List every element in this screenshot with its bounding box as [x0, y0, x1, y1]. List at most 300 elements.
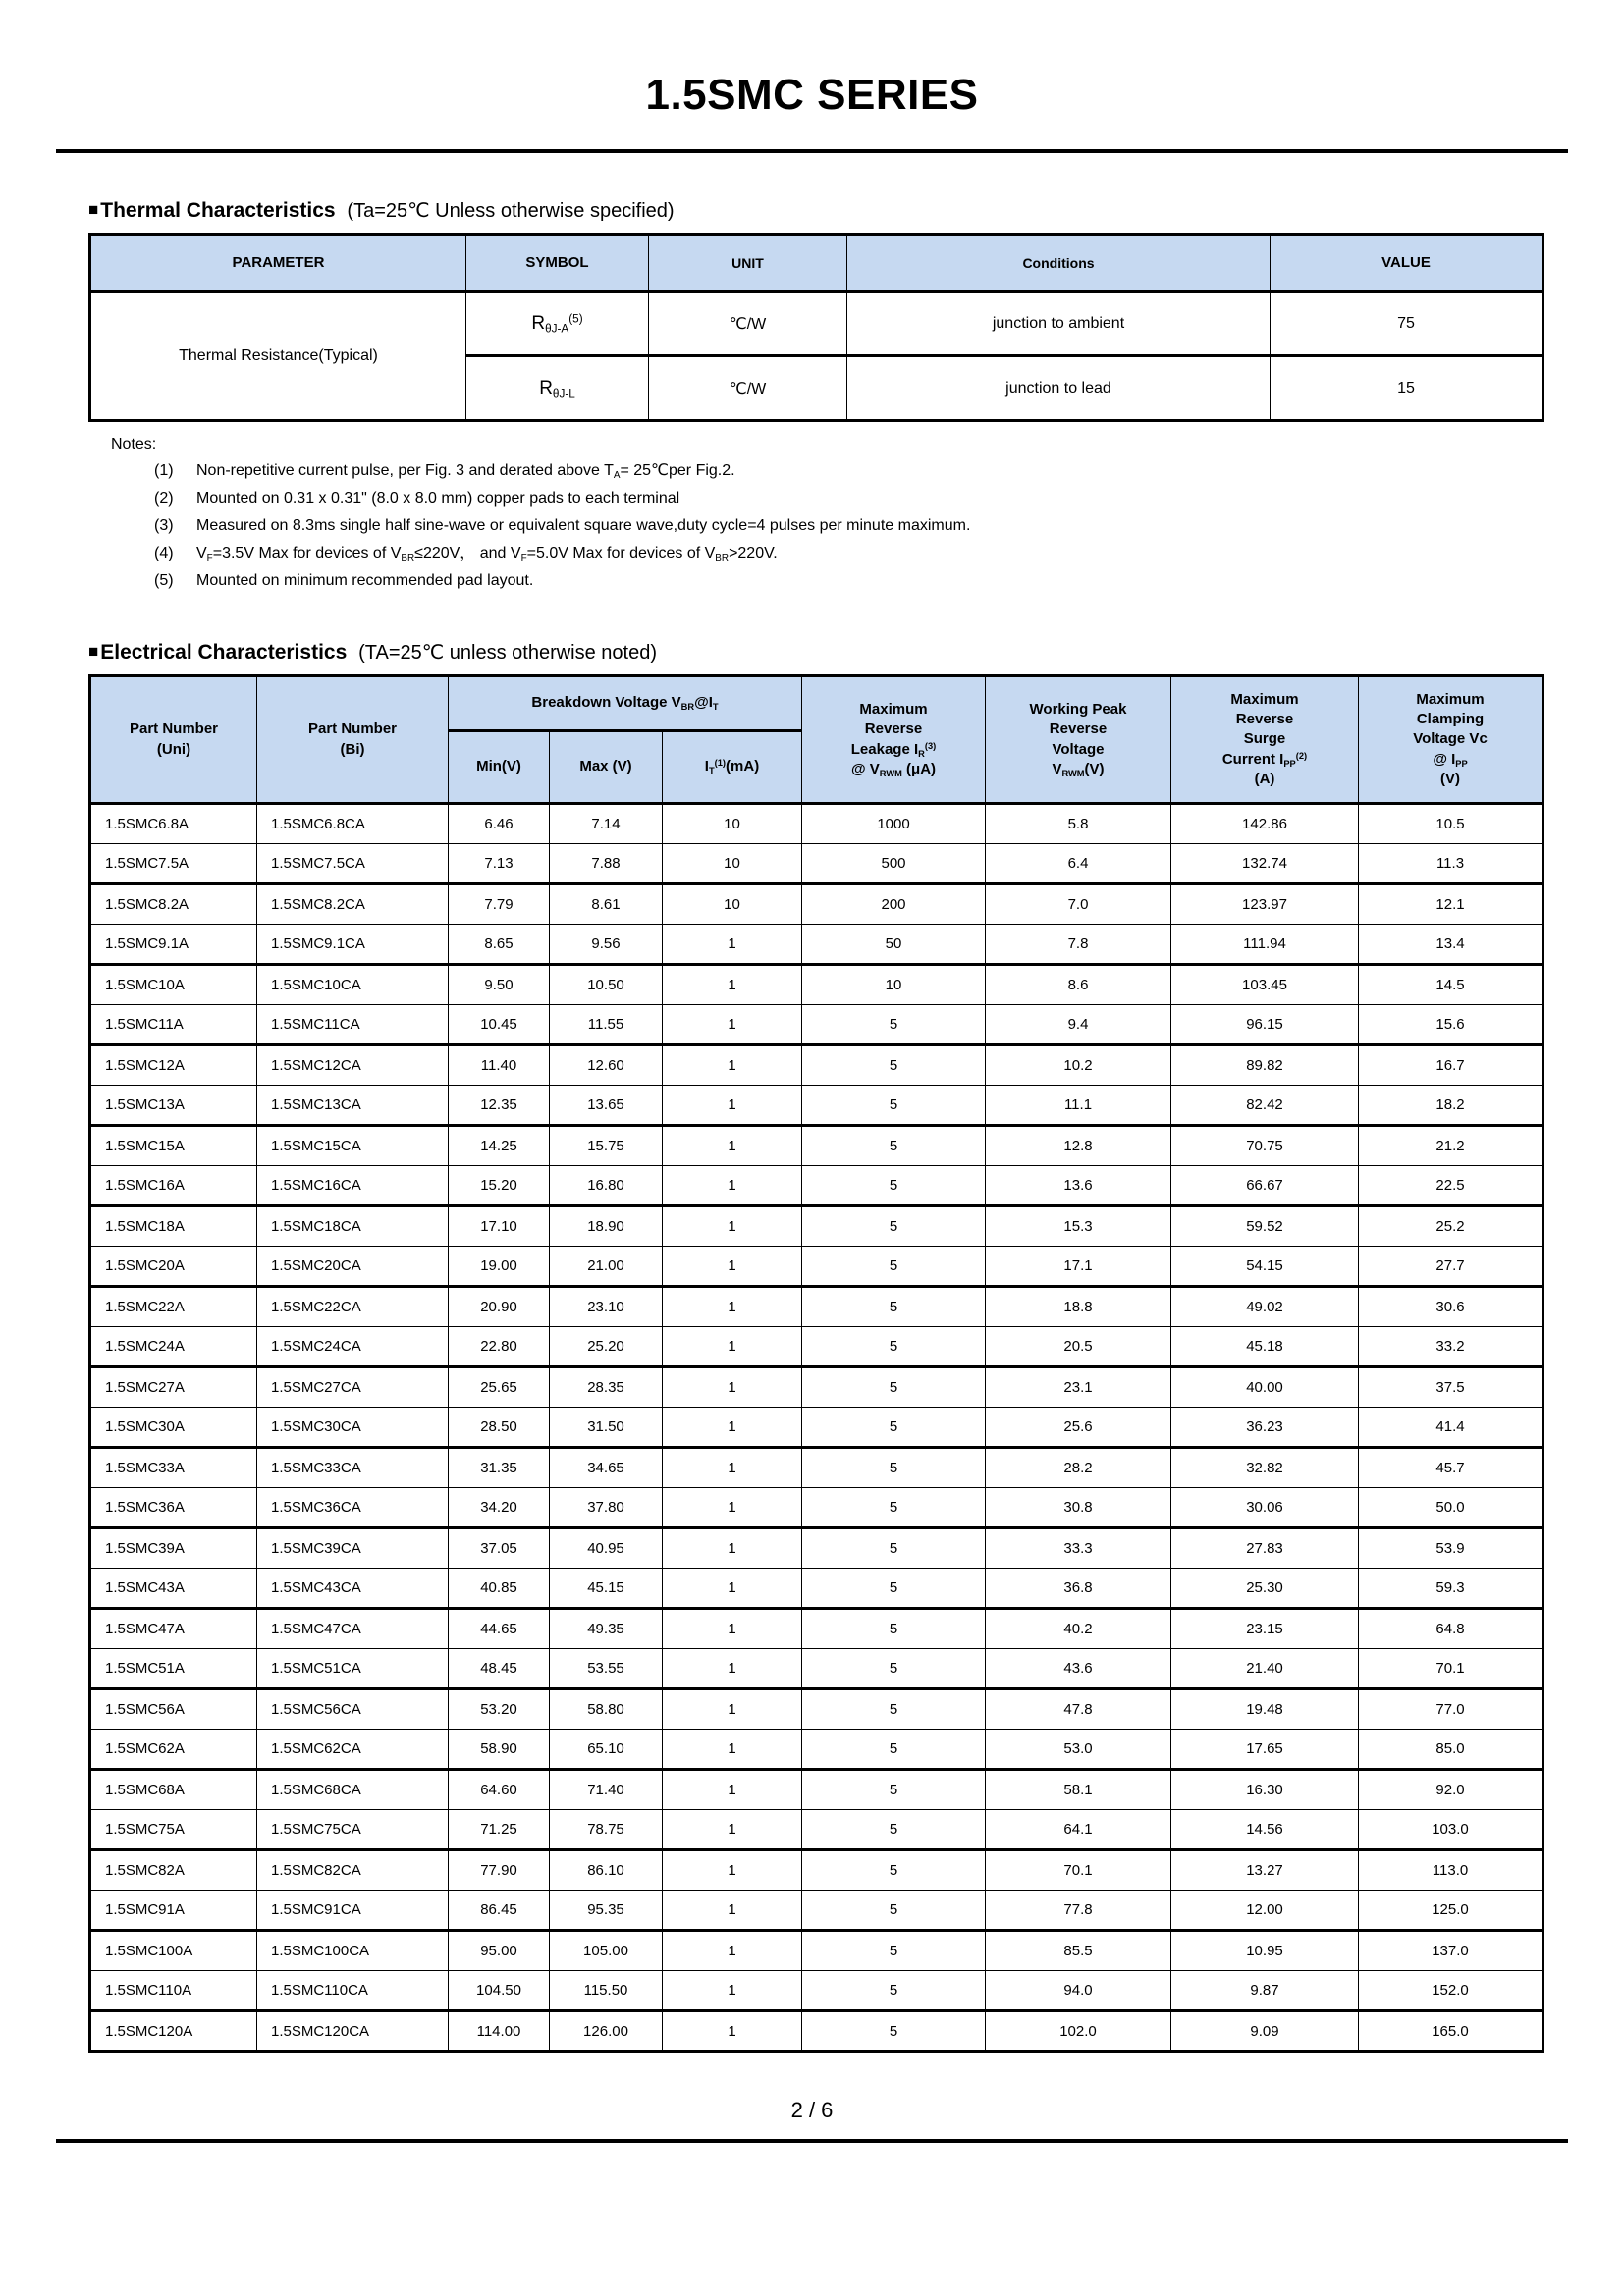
- cell-uni: 1.5SMC91A: [90, 1891, 257, 1931]
- cell-bi: 1.5SMC33CA: [257, 1448, 449, 1488]
- cell-vrwm: 17.1: [986, 1247, 1171, 1287]
- cell-ipp: 82.42: [1171, 1086, 1359, 1126]
- cell-vrwm: 11.1: [986, 1086, 1171, 1126]
- cell-ir: 5: [802, 2011, 986, 2052]
- cell-max: 86.10: [550, 1850, 663, 1891]
- cell-vrwm: 7.8: [986, 925, 1171, 965]
- cell-ir: 5: [802, 1649, 986, 1689]
- cell-bi: 1.5SMC22CA: [257, 1287, 449, 1327]
- cell-ir: 5: [802, 1609, 986, 1649]
- cell-vc: 45.7: [1359, 1448, 1543, 1488]
- cell-bi: 1.5SMC120CA: [257, 2011, 449, 2052]
- thermal-col-parameter: PARAMETER: [90, 235, 466, 292]
- table-row: [90, 844, 1543, 884]
- cell-ipp: 13.27: [1171, 1850, 1359, 1891]
- cell-max: 28.35: [550, 1367, 663, 1408]
- cell-ipp: 132.74: [1171, 844, 1359, 884]
- col-header-surge-current: Maximum Reverse Surge Current $I_{PP}^{(2)}$ (A): [1171, 676, 1359, 804]
- cell-uni: 1.5SMC43A: [90, 1569, 257, 1609]
- cell-bi: 1.5SMC56CA: [257, 1689, 449, 1730]
- cell-it: 10: [663, 884, 802, 925]
- cell-bi: 1.5SMC36CA: [257, 1488, 449, 1528]
- cell-max: 58.80: [550, 1689, 663, 1730]
- cell-it: 1: [663, 1367, 802, 1408]
- cell-min: 31.35: [449, 1448, 550, 1488]
- cell-vc: 22.5: [1359, 1166, 1543, 1206]
- cell-min: 25.65: [449, 1367, 550, 1408]
- note-item: [111, 567, 1624, 595]
- cell-it: 1: [663, 1327, 802, 1367]
- cell-max: 8.61: [550, 884, 663, 925]
- cell-it: 1: [663, 1086, 802, 1126]
- cell-it: 1: [663, 1730, 802, 1770]
- cell-max: 78.75: [550, 1810, 663, 1850]
- cell-min: 7.79: [449, 884, 550, 925]
- cell-max: 126.00: [550, 2011, 663, 2052]
- cell-max: 105.00: [550, 1931, 663, 1971]
- cell-ipp: 27.83: [1171, 1528, 1359, 1569]
- cell-vc: 21.2: [1359, 1126, 1543, 1166]
- cell-ipp: 9.87: [1171, 1971, 1359, 2011]
- cell-it: 1: [663, 1850, 802, 1891]
- cell-max: 34.65: [550, 1448, 663, 1488]
- cell-vrwm: 40.2: [986, 1609, 1171, 1649]
- cell-uni: 1.5SMC8.2A: [90, 884, 257, 925]
- electrical-table-body: [90, 804, 1543, 2052]
- cell-bi: 1.5SMC91CA: [257, 1891, 449, 1931]
- thermal-table: [88, 233, 1544, 422]
- cell-vrwm: 30.8: [986, 1488, 1171, 1528]
- cell-ipp: 89.82: [1171, 1045, 1359, 1086]
- cell-it: 1: [663, 1488, 802, 1528]
- table-row: [90, 1448, 1543, 1488]
- cell-max: 7.88: [550, 844, 663, 884]
- cell-min: 64.60: [449, 1770, 550, 1810]
- cell-min: 53.20: [449, 1689, 550, 1730]
- cell-vrwm: 77.8: [986, 1891, 1171, 1931]
- cell-uni: 1.5SMC36A: [90, 1488, 257, 1528]
- note-label: (2): [154, 490, 174, 507]
- cell-vc: 92.0: [1359, 1770, 1543, 1810]
- cell-bi: 1.5SMC11CA: [257, 1005, 449, 1045]
- table-row: [90, 1770, 1543, 1810]
- cell-it: 1: [663, 1448, 802, 1488]
- cell-uni: 1.5SMC120A: [90, 2011, 257, 2052]
- cell-ipp: 66.67: [1171, 1166, 1359, 1206]
- cell-uni: 1.5SMC10A: [90, 965, 257, 1005]
- cell-vc: 41.4: [1359, 1408, 1543, 1448]
- cell-it: 1: [663, 1810, 802, 1850]
- cell-uni: 1.5SMC100A: [90, 1931, 257, 1971]
- cell-it: 1: [663, 1045, 802, 1086]
- cell-bi: 1.5SMC110CA: [257, 1971, 449, 2011]
- table-row: [90, 1327, 1543, 1367]
- table-row: [90, 1689, 1543, 1730]
- cell-min: 20.90: [449, 1287, 550, 1327]
- cell-vrwm: 70.1: [986, 1850, 1171, 1891]
- table-row: [90, 804, 1543, 844]
- cell-max: 9.56: [550, 925, 663, 965]
- note-text: Non-repetitive current pulse, per Fig. 3 and derated above $T_A=$ 25℃per Fig.2.: [196, 462, 735, 481]
- note-item: [111, 457, 1624, 485]
- cell-vc: 14.5: [1359, 965, 1543, 1005]
- cell-bi: 1.5SMC9.1CA: [257, 925, 449, 965]
- cell-vc: 103.0: [1359, 1810, 1543, 1850]
- cell-bi: 1.5SMC100CA: [257, 1931, 449, 1971]
- cell-it: 1: [663, 1931, 802, 1971]
- col-header-min: Min(V): [449, 731, 550, 804]
- table-row: [90, 1891, 1543, 1931]
- cell-max: 71.40: [550, 1770, 663, 1810]
- cell-uni: 1.5SMC15A: [90, 1126, 257, 1166]
- cell-min: 15.20: [449, 1166, 550, 1206]
- thermal-col-unit: UNIT: [649, 235, 847, 292]
- table-row: [90, 1488, 1543, 1528]
- cell-vc: 25.2: [1359, 1206, 1543, 1247]
- cell-ir: 5: [802, 1367, 986, 1408]
- cell-uni: 1.5SMC24A: [90, 1327, 257, 1367]
- col-header-reverse-leakage: Maximum Reverse Leakage $I_R^{(3)}$ @ $V_{RWM}$ (μA): [802, 676, 986, 804]
- note-label: (4): [154, 545, 174, 561]
- cell-max: 37.80: [550, 1488, 663, 1528]
- cell-uni: 1.5SMC30A: [90, 1408, 257, 1448]
- notes-title: Notes:: [111, 436, 157, 453]
- cell-max: 95.35: [550, 1891, 663, 1931]
- table-row: [90, 1408, 1543, 1448]
- cell-ipp: 49.02: [1171, 1287, 1359, 1327]
- cell-ipp: 30.06: [1171, 1488, 1359, 1528]
- cell-ipp: 70.75: [1171, 1126, 1359, 1166]
- cell-min: 28.50: [449, 1408, 550, 1448]
- title-divider: [56, 149, 1568, 153]
- cell-uni: 1.5SMC51A: [90, 1649, 257, 1689]
- cell-max: 40.95: [550, 1528, 663, 1569]
- cell-min: 37.05: [449, 1528, 550, 1569]
- cell-ipp: 59.52: [1171, 1206, 1359, 1247]
- table-row: [90, 1649, 1543, 1689]
- cell-bi: 1.5SMC7.5CA: [257, 844, 449, 884]
- cell-ipp: 25.30: [1171, 1569, 1359, 1609]
- cell-vc: 77.0: [1359, 1689, 1543, 1730]
- cell-value: 15: [1271, 356, 1543, 421]
- cell-vc: 18.2: [1359, 1086, 1543, 1126]
- electrical-table-header: [90, 676, 1543, 804]
- cell-it: 1: [663, 1247, 802, 1287]
- cell-vrwm: 64.1: [986, 1810, 1171, 1850]
- table-row: [90, 292, 1543, 356]
- cell-max: 18.90: [550, 1206, 663, 1247]
- cell-ipp: 142.86: [1171, 804, 1359, 844]
- cell-max: 16.80: [550, 1166, 663, 1206]
- cell-ipp: 32.82: [1171, 1448, 1359, 1488]
- cell-vc: 27.7: [1359, 1247, 1543, 1287]
- cell-ipp: 45.18: [1171, 1327, 1359, 1367]
- cell-bi: 1.5SMC27CA: [257, 1367, 449, 1408]
- cell-uni: 1.5SMC82A: [90, 1850, 257, 1891]
- table-row: [90, 884, 1543, 925]
- cell-vc: 37.5: [1359, 1367, 1543, 1408]
- footer-divider: [56, 2139, 1568, 2143]
- col-header-part-number-bi: Part Number (Bi): [257, 676, 449, 804]
- cell-min: 12.35: [449, 1086, 550, 1126]
- cell-vc: 12.1: [1359, 884, 1543, 925]
- cell-ir: 5: [802, 1770, 986, 1810]
- cell-ir: 5: [802, 1891, 986, 1931]
- cell-ipp: 96.15: [1171, 1005, 1359, 1045]
- cell-min: 34.20: [449, 1488, 550, 1528]
- cell-ir: 5: [802, 1408, 986, 1448]
- cell-vc: 11.3: [1359, 844, 1543, 884]
- cell-it: 1: [663, 1891, 802, 1931]
- cell-it: 1: [663, 1609, 802, 1649]
- cell-vc: 70.1: [1359, 1649, 1543, 1689]
- cell-min: 6.46: [449, 804, 550, 844]
- cell-ir: 5: [802, 1247, 986, 1287]
- cell-ir: 5: [802, 1971, 986, 2011]
- cell-ipp: 123.97: [1171, 884, 1359, 925]
- table-row: [90, 1247, 1543, 1287]
- cell-it: 1: [663, 1206, 802, 1247]
- cell-uni: 1.5SMC62A: [90, 1730, 257, 1770]
- cell-it: 10: [663, 844, 802, 884]
- cell-uni: 1.5SMC11A: [90, 1005, 257, 1045]
- header-row-1: [90, 676, 1543, 731]
- cell-it: 1: [663, 1528, 802, 1569]
- cell-min: 8.65: [449, 925, 550, 965]
- thermal-col-conditions: Conditions: [847, 235, 1271, 292]
- cell-max: 23.10: [550, 1287, 663, 1327]
- page-title: 1.5SMC SERIES: [645, 71, 979, 119]
- note-item: [111, 485, 1624, 512]
- cell-bi: 1.5SMC47CA: [257, 1609, 449, 1649]
- cell-parameter: Thermal Resistance(Typical): [90, 292, 466, 421]
- cell-bi: 1.5SMC18CA: [257, 1206, 449, 1247]
- table-row: [90, 1045, 1543, 1086]
- cell-vrwm: 20.5: [986, 1327, 1171, 1367]
- cell-vc: 152.0: [1359, 1971, 1543, 2011]
- cell-max: 65.10: [550, 1730, 663, 1770]
- cell-it: 1: [663, 1166, 802, 1206]
- cell-vc: 16.7: [1359, 1045, 1543, 1086]
- cell-max: 15.75: [550, 1126, 663, 1166]
- cell-uni: 1.5SMC20A: [90, 1247, 257, 1287]
- col-header-clamping-voltage: Maximum Clamping Voltage Vc @ $I_{PP}$ (V): [1359, 676, 1543, 804]
- cell-bi: 1.5SMC75CA: [257, 1810, 449, 1850]
- cell-ir: 5: [802, 1850, 986, 1891]
- square-bullet-icon: ■: [88, 642, 99, 661]
- cell-max: 10.50: [550, 965, 663, 1005]
- cell-unit: ℃/W: [649, 292, 847, 356]
- electrical-section-heading: [88, 640, 1624, 665]
- table-row: [90, 1005, 1543, 1045]
- cell-it: 1: [663, 925, 802, 965]
- cell-ir: 5: [802, 1126, 986, 1166]
- col-header-part-number-uni: Part Number (Uni): [90, 676, 257, 804]
- thermal-header-row: [90, 235, 1543, 292]
- thermal-col-value: VALUE: [1271, 235, 1543, 292]
- note-item: [111, 540, 1624, 567]
- col-header-working-peak-voltage: Working Peak Reverse Voltage $V_{RWM}(V)$: [986, 676, 1171, 804]
- cell-ir: 5: [802, 1327, 986, 1367]
- cell-min: 48.45: [449, 1649, 550, 1689]
- cell-max: 53.55: [550, 1649, 663, 1689]
- cell-ir: 5: [802, 1448, 986, 1488]
- note-text: Measured on 8.3ms single half sine-wave or equivalent square wave,duty cycle=4 pulses per minute maximum.: [196, 517, 971, 534]
- cell-ipp: 16.30: [1171, 1770, 1359, 1810]
- cell-ir: 5: [802, 1730, 986, 1770]
- cell-vrwm: 58.1: [986, 1770, 1171, 1810]
- cell-vrwm: 28.2: [986, 1448, 1171, 1488]
- cell-bi: 1.5SMC16CA: [257, 1166, 449, 1206]
- cell-vrwm: 10.2: [986, 1045, 1171, 1086]
- cell-vrwm: 43.6: [986, 1649, 1171, 1689]
- cell-min: 9.50: [449, 965, 550, 1005]
- cell-conditions: junction to ambient: [847, 292, 1271, 356]
- cell-uni: 1.5SMC110A: [90, 1971, 257, 2011]
- cell-max: 45.15: [550, 1569, 663, 1609]
- cell-it: 1: [663, 1649, 802, 1689]
- cell-bi: 1.5SMC82CA: [257, 1850, 449, 1891]
- cell-vc: 85.0: [1359, 1730, 1543, 1770]
- electrical-section-condition: (TA=25℃ unless otherwise noted): [358, 642, 658, 664]
- cell-uni: 1.5SMC18A: [90, 1206, 257, 1247]
- cell-uni: 1.5SMC13A: [90, 1086, 257, 1126]
- cell-ir: 5: [802, 1045, 986, 1086]
- cell-it: 1: [663, 965, 802, 1005]
- table-row: [90, 1850, 1543, 1891]
- cell-it: 1: [663, 1689, 802, 1730]
- cell-bi: 1.5SMC12CA: [257, 1045, 449, 1086]
- cell-vrwm: 6.4: [986, 844, 1171, 884]
- cell-min: 14.25: [449, 1126, 550, 1166]
- table-row: [90, 1367, 1543, 1408]
- cell-it: 1: [663, 1126, 802, 1166]
- cell-vrwm: 9.4: [986, 1005, 1171, 1045]
- cell-vrwm: 53.0: [986, 1730, 1171, 1770]
- cell-min: 77.90: [449, 1850, 550, 1891]
- table-row: [90, 925, 1543, 965]
- cell-vrwm: 18.8: [986, 1287, 1171, 1327]
- cell-vrwm: 15.3: [986, 1206, 1171, 1247]
- thermal-col-symbol: SYMBOL: [466, 235, 649, 292]
- cell-bi: 1.5SMC62CA: [257, 1730, 449, 1770]
- table-row: [90, 1206, 1543, 1247]
- cell-ir: 5: [802, 1166, 986, 1206]
- cell-vrwm: 8.6: [986, 965, 1171, 1005]
- cell-symbol: $R_{\theta J-L}$: [466, 356, 649, 421]
- notes-section: [111, 432, 1624, 595]
- cell-bi: 1.5SMC68CA: [257, 1770, 449, 1810]
- cell-vrwm: 12.8: [986, 1126, 1171, 1166]
- cell-min: 17.10: [449, 1206, 550, 1247]
- cell-it: 1: [663, 1971, 802, 2011]
- cell-vrwm: 7.0: [986, 884, 1171, 925]
- cell-uni: 1.5SMC7.5A: [90, 844, 257, 884]
- cell-ipp: 36.23: [1171, 1408, 1359, 1448]
- cell-vc: 50.0: [1359, 1488, 1543, 1528]
- table-row: [90, 1971, 1543, 2011]
- cell-ir: 5: [802, 1206, 986, 1247]
- cell-ir: 5: [802, 1528, 986, 1569]
- cell-max: 21.00: [550, 1247, 663, 1287]
- table-row: [90, 1569, 1543, 1609]
- cell-min: 95.00: [449, 1931, 550, 1971]
- cell-ipp: 21.40: [1171, 1649, 1359, 1689]
- cell-min: 86.45: [449, 1891, 550, 1931]
- table-row: [90, 1126, 1543, 1166]
- table-row: [90, 1287, 1543, 1327]
- page-number: 2 / 6: [790, 2098, 834, 2122]
- cell-vrwm: 25.6: [986, 1408, 1171, 1448]
- cell-ir: 5: [802, 1569, 986, 1609]
- cell-ipp: 17.65: [1171, 1730, 1359, 1770]
- cell-vrwm: 94.0: [986, 1971, 1171, 2011]
- square-bullet-icon: ■: [88, 200, 99, 219]
- cell-min: 7.13: [449, 844, 550, 884]
- cell-it: 1: [663, 1569, 802, 1609]
- col-header-max: Max (V): [550, 731, 663, 804]
- cell-vc: 125.0: [1359, 1891, 1543, 1931]
- cell-max: 11.55: [550, 1005, 663, 1045]
- cell-vrwm: 85.5: [986, 1931, 1171, 1971]
- cell-bi: 1.5SMC39CA: [257, 1528, 449, 1569]
- cell-it: 1: [663, 1005, 802, 1045]
- cell-ipp: 23.15: [1171, 1609, 1359, 1649]
- cell-vrwm: 5.8: [986, 804, 1171, 844]
- cell-min: 58.90: [449, 1730, 550, 1770]
- cell-bi: 1.5SMC24CA: [257, 1327, 449, 1367]
- table-row: [90, 1931, 1543, 1971]
- cell-vrwm: 102.0: [986, 2011, 1171, 2052]
- cell-max: 25.20: [550, 1327, 663, 1367]
- cell-uni: 1.5SMC39A: [90, 1528, 257, 1569]
- table-row: [90, 2011, 1543, 2052]
- cell-it: 1: [663, 1408, 802, 1448]
- cell-vc: 13.4: [1359, 925, 1543, 965]
- cell-ir: 5: [802, 1086, 986, 1126]
- cell-vc: 33.2: [1359, 1327, 1543, 1367]
- note-label: (3): [154, 517, 174, 534]
- cell-ipp: 111.94: [1171, 925, 1359, 965]
- col-header-breakdown-voltage: Breakdown Voltage $V_{BR}@I_T$: [449, 676, 802, 731]
- cell-symbol: $R_{\theta J-A}^{(5)}$: [466, 292, 649, 356]
- cell-max: 7.14: [550, 804, 663, 844]
- cell-ir: 10: [802, 965, 986, 1005]
- cell-it: 1: [663, 1287, 802, 1327]
- cell-bi: 1.5SMC30CA: [257, 1408, 449, 1448]
- cell-bi: 1.5SMC13CA: [257, 1086, 449, 1126]
- cell-bi: 1.5SMC10CA: [257, 965, 449, 1005]
- table-row: [90, 1528, 1543, 1569]
- cell-vrwm: 36.8: [986, 1569, 1171, 1609]
- note-text: $V_F=3.5V$ Max for devices of $V_{BR}\le 220V$， and $V_F=5.0V$ Max for devices of $V_{BR}>220V$.: [196, 545, 778, 563]
- cell-ipp: 14.56: [1171, 1810, 1359, 1850]
- cell-ipp: 19.48: [1171, 1689, 1359, 1730]
- cell-vc: 10.5: [1359, 804, 1543, 844]
- cell-ir: 5: [802, 1931, 986, 1971]
- cell-max: 115.50: [550, 1971, 663, 2011]
- cell-uni: 1.5SMC16A: [90, 1166, 257, 1206]
- cell-min: 104.50: [449, 1971, 550, 2011]
- cell-vc: 113.0: [1359, 1850, 1543, 1891]
- cell-ipp: 54.15: [1171, 1247, 1359, 1287]
- cell-uni: 1.5SMC22A: [90, 1287, 257, 1327]
- electrical-section-title: Electrical Characteristics: [100, 641, 348, 664]
- note-label: (5): [154, 572, 174, 589]
- cell-vc: 59.3: [1359, 1569, 1543, 1609]
- cell-ir: 200: [802, 884, 986, 925]
- cell-vrwm: 13.6: [986, 1166, 1171, 1206]
